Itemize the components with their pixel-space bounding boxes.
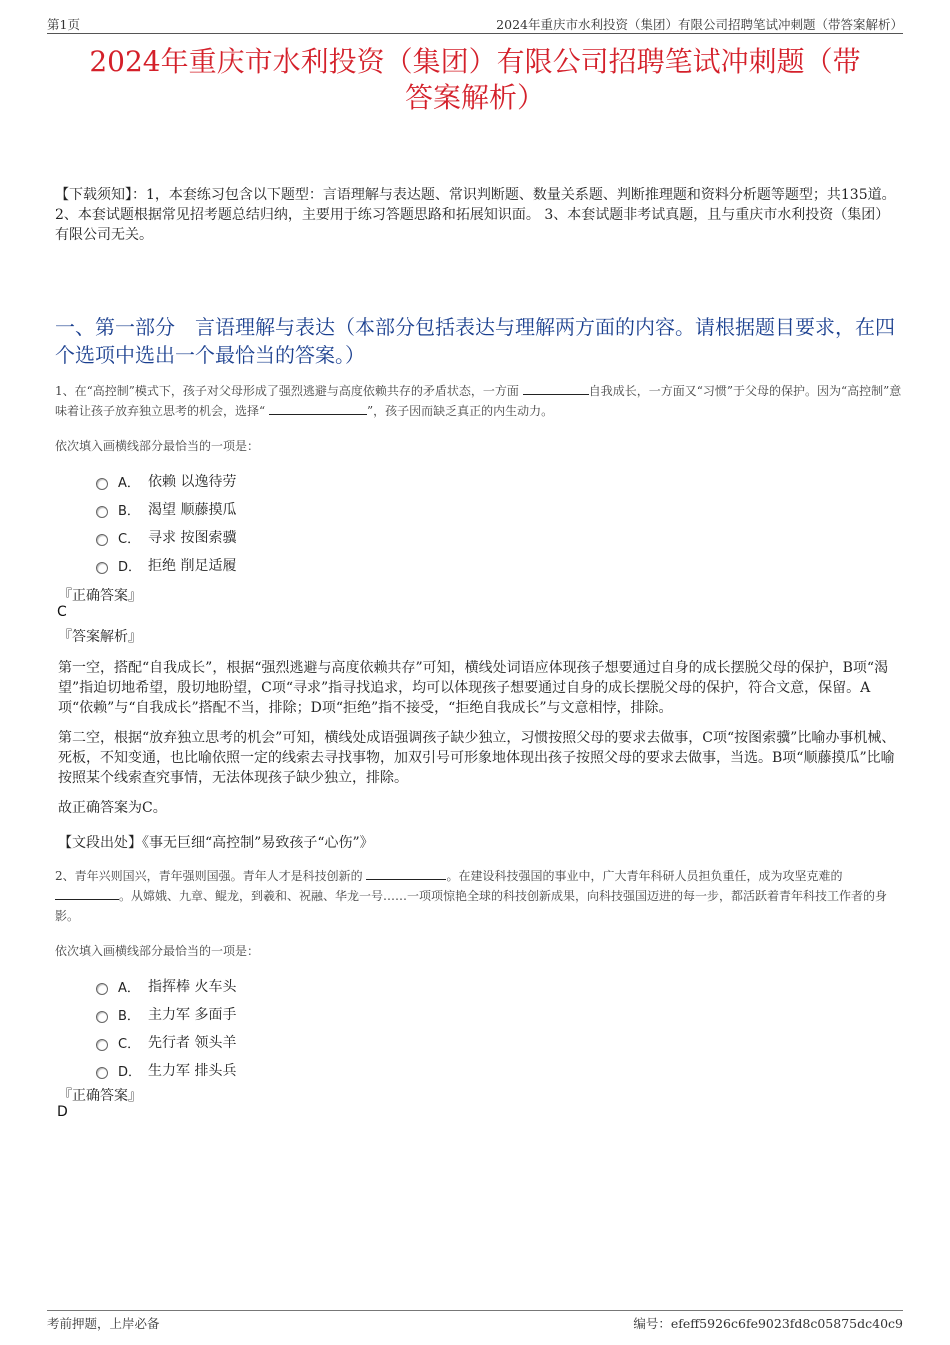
option-b[interactable]: B． 渴望 顺藤摸瓜	[96, 495, 236, 523]
radio-icon[interactable]	[96, 478, 108, 490]
radio-icon[interactable]	[96, 534, 108, 546]
analysis-paragraph-2: 第二空，根据“放弃独立思考的机会”可知，横线处成语强调孩子缺少独立，习惯按照父母的要求去做事，C项“按图索骥”比喻办事机械、死板，不知变通，也比喻依照一定的线索去寻找事物，加双引号可形象地体现出孩子按照父母的要求去做事，当选。B项“顺藤摸瓜”比喻按照某个线索查究事情，无法体现孩子缺少独立，排除。	[58, 730, 896, 786]
header-doc-title: 2024年重庆市水利投资（集团）有限公司招聘笔试冲刺题（带答案解析）	[496, 17, 903, 32]
page-title	[40, 44, 910, 116]
blank-line	[366, 867, 446, 880]
blank-line	[523, 382, 589, 395]
question-2-prompt: 依次填入画横线部分最恰当的一项是：	[55, 944, 260, 958]
radio-icon[interactable]	[96, 1067, 108, 1079]
option-a[interactable]: A． 指挥棒 火车头	[96, 972, 236, 1000]
radio-icon[interactable]	[96, 562, 108, 574]
answer-value: C	[57, 604, 67, 620]
question-1-stem: 1、在“高控制”模式下，孩子对父母形成了强烈逃避与高度依赖共存的矛盾状态，一方面 自我成长，一方面又“习惯”于父母的保护。因为“高控制”意味着让孩子放弃独立思考的机会，选择“ ”，孩子因而缺乏真正的内生动力。	[55, 384, 902, 418]
radio-icon[interactable]	[96, 983, 108, 995]
question-1-prompt: 依次填入画横线部分最恰当的一项是：	[55, 439, 260, 453]
option-c[interactable]: C． 先行者 领头羊	[96, 1028, 236, 1056]
footer-doc-id: 编号：efeff5926c6fe9023fd8c05875dc40c9	[633, 1316, 903, 1331]
page-header	[47, 15, 903, 34]
option-b[interactable]: B． 主力军 多面手	[96, 1000, 236, 1028]
section-heading: 一、第一部分 言语理解与表达（本部分包括表达与理解两方面的内容。请根据题目要求，在四个选项中选出一个最恰当的答案。）	[55, 315, 895, 367]
question-1-options	[96, 467, 236, 579]
option-c[interactable]: C． 寻求 按图索骥	[96, 523, 236, 551]
option-a[interactable]: A． 依赖 以逸待劳	[96, 467, 236, 495]
answer-label: 『正确答案』	[58, 588, 142, 604]
footer-slogan: 考前押题，上岸必备	[47, 1316, 160, 1331]
analysis-label: 『答案解析』	[58, 629, 142, 645]
analysis-conclusion: 故正确答案为C。	[58, 800, 167, 816]
download-notice: 【下载须知】：1，本套练习包含以下题型：言语理解与表达题、常识判断题、数量关系题、判断推理题和资料分析题等题型；共135道。 2、本套试题根据常见招考题总结归纳，主要用于练习答题思路和拓展知识面。 3、本套试题非考试真题，且与重庆市水利投资（集团）有限公司无关。	[55, 187, 896, 243]
blank-line	[55, 887, 119, 900]
question-2-options	[96, 972, 236, 1084]
answer-value: D	[57, 1104, 68, 1120]
option-d[interactable]: D． 生力军 排头兵	[96, 1056, 236, 1084]
page-footer	[47, 1310, 903, 1331]
answer-label: 『正确答案』	[58, 1088, 142, 1104]
analysis-paragraph-1: 第一空，搭配“自我成长”，根据“强烈逃避与高度依赖共存”可知，横线处词语应体现孩子想要通过自身的成长摆脱父母的保护，B项“渴望”指迫切地希望，殷切地盼望，C项“寻求”指寻找追求，均可以体现孩子想要通过自身的成长摆脱父母的保护，符合文意，保留。A项“依赖”与“自我成长”搭配不当，排除；D项“拒绝”指不接受，“拒绝自我成长”与文意相悖，排除。	[58, 660, 889, 716]
blank-line	[269, 402, 367, 415]
title-line-1: 2024年重庆市水利投资（集团）有限公司招聘笔试冲刺题（带	[89, 45, 861, 78]
question-2-stem: 2、青年兴则国兴，青年强则国强。青年人才是科技创新的 。在建设科技强国的事业中，广大青年科研人员担负重任，成为攻坚克难的 。从嫦娥、九章、鲲龙，到羲和、祝融、华龙一号……一项项惊艳全球的科技创新成果，向科技强国迈进的每一步，都活跃着青年科技工作者的身影。	[55, 869, 888, 923]
title-line-2: 答案解析）	[404, 81, 545, 114]
radio-icon[interactable]	[96, 1039, 108, 1051]
passage-source: 【文段出处】《事无巨细“高控制”易致孩子“心伤”》	[58, 835, 374, 851]
radio-icon[interactable]	[96, 1011, 108, 1023]
page-number: 第1页	[47, 17, 80, 32]
option-d[interactable]: D． 拒绝 削足适履	[96, 551, 236, 579]
radio-icon[interactable]	[96, 506, 108, 518]
